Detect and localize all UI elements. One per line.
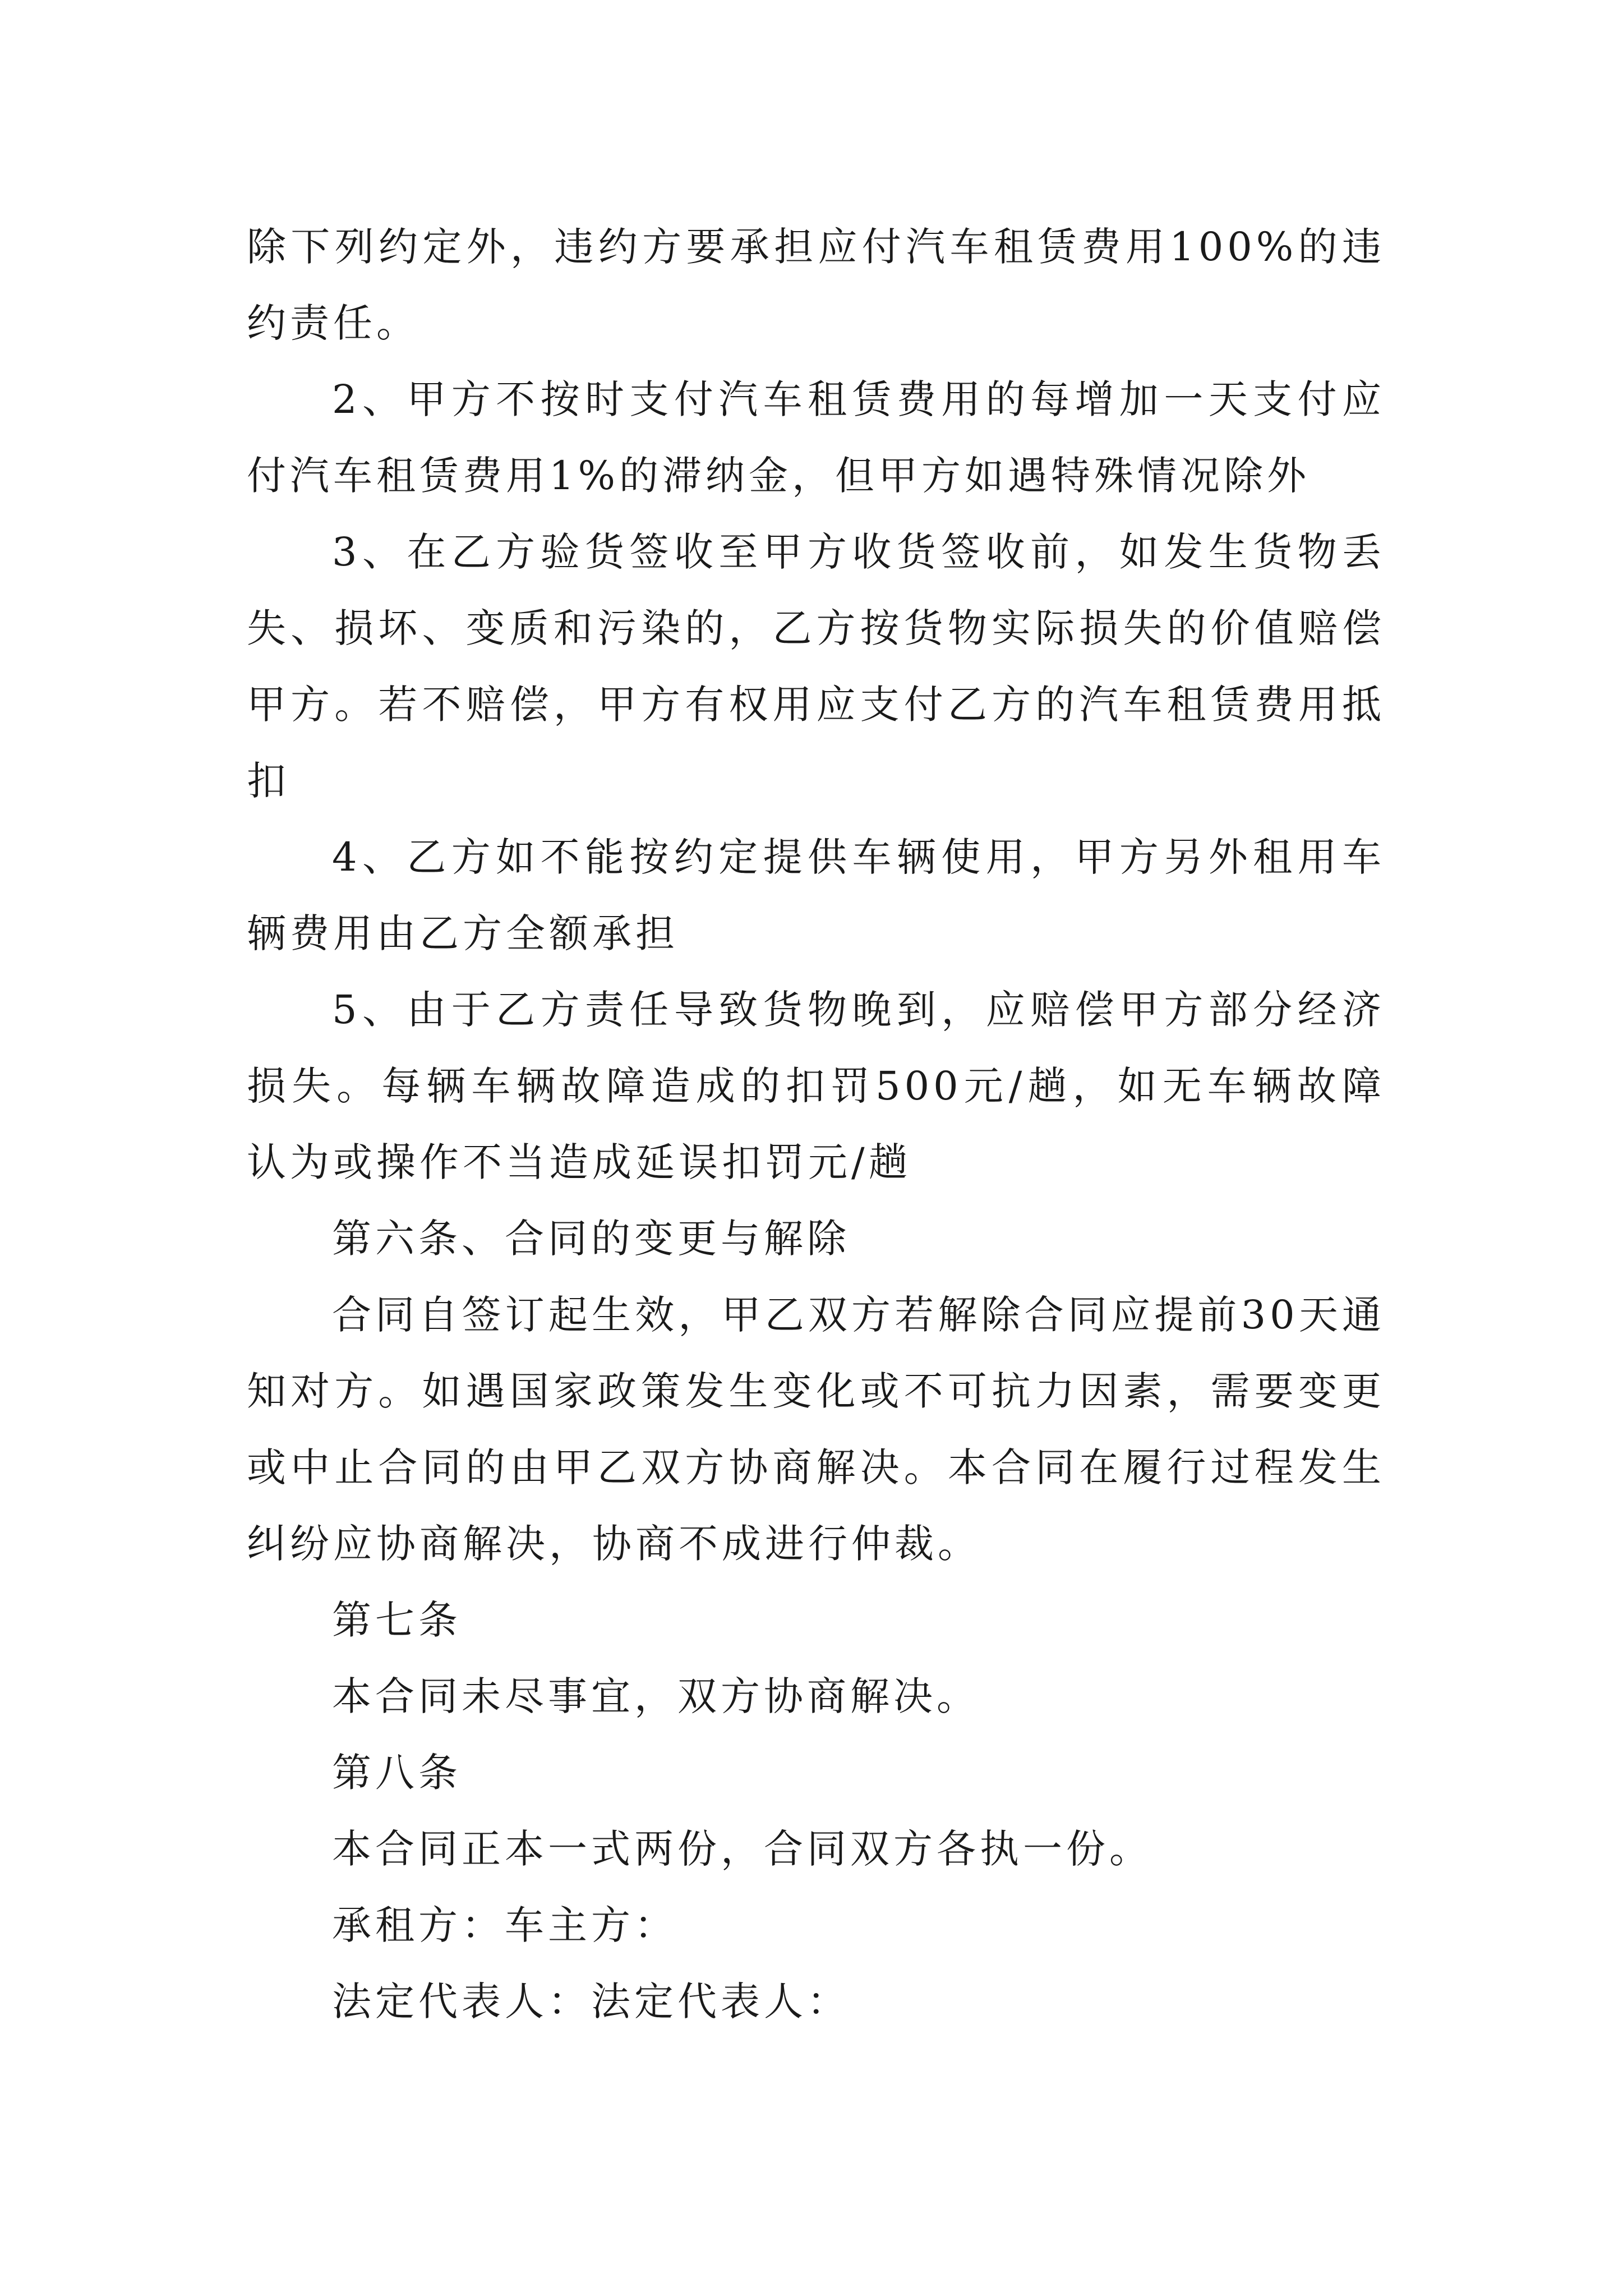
paragraph-contract-change: 合同自签订起生效，甲乙双方若解除合同应提前30天通知对方。如遇国家政策发生变化或不可抗力因素，需要变更或中止合同的由甲乙双方协商解决。本合同在履行过程发生纠纷应协商解决，协商不成进行仲裁。	[247, 1292, 1385, 1567]
heading-article-6: 第六条、合同的变更与解除	[332, 1216, 850, 1262]
heading-article-7: 第七条	[332, 1597, 462, 1643]
paragraph-clause-4-vehicle-supply: 4、乙方如不能按约定提供车辆使用，甲方另外租用车辆费用由乙方全额承担	[247, 834, 1385, 956]
paragraph-clause-5-delay-penalty: 5、由于乙方责任导致货物晚到，应赔偿甲方部分经济损失。每辆车辆故障造成的扣罚500元/趟，如无车辆故障认为或操作不当造成延误扣罚元/趟	[247, 987, 1385, 1185]
paragraph-breach-liability: 除下列约定外，违约方要承担应付汽车租赁费用100%的违约责任。	[247, 224, 1385, 346]
signature-representatives-line: 法定代表人：法定代表人：	[332, 1978, 850, 2024]
paragraph-clause-3-cargo-loss: 3、在乙方验货签收至甲方收货签收前，如发生货物丢失、损坏、变质和污染的，乙方按货物实际损失的价值赔偿甲方。若不赔偿，甲方有权用应支付乙方的汽车租赁费用抵扣	[247, 529, 1385, 804]
paragraph-unresolved-matters: 本合同未尽事宜，双方协商解决。	[332, 1673, 980, 1719]
paragraph-copies: 本合同正本一式两份，合同双方各执一份。	[332, 1826, 1152, 1872]
contract-body	[247, 209, 1385, 2040]
heading-article-8: 第八条	[332, 1750, 462, 1796]
paragraph-clause-2-late-fee: 2、甲方不按时支付汽车租赁费用的每增加一天支付应付汽车租赁费用1%的滞纳金，但甲方如遇特殊情况除外	[247, 376, 1385, 499]
signature-parties-line: 承租方：车主方：	[332, 1902, 677, 1948]
